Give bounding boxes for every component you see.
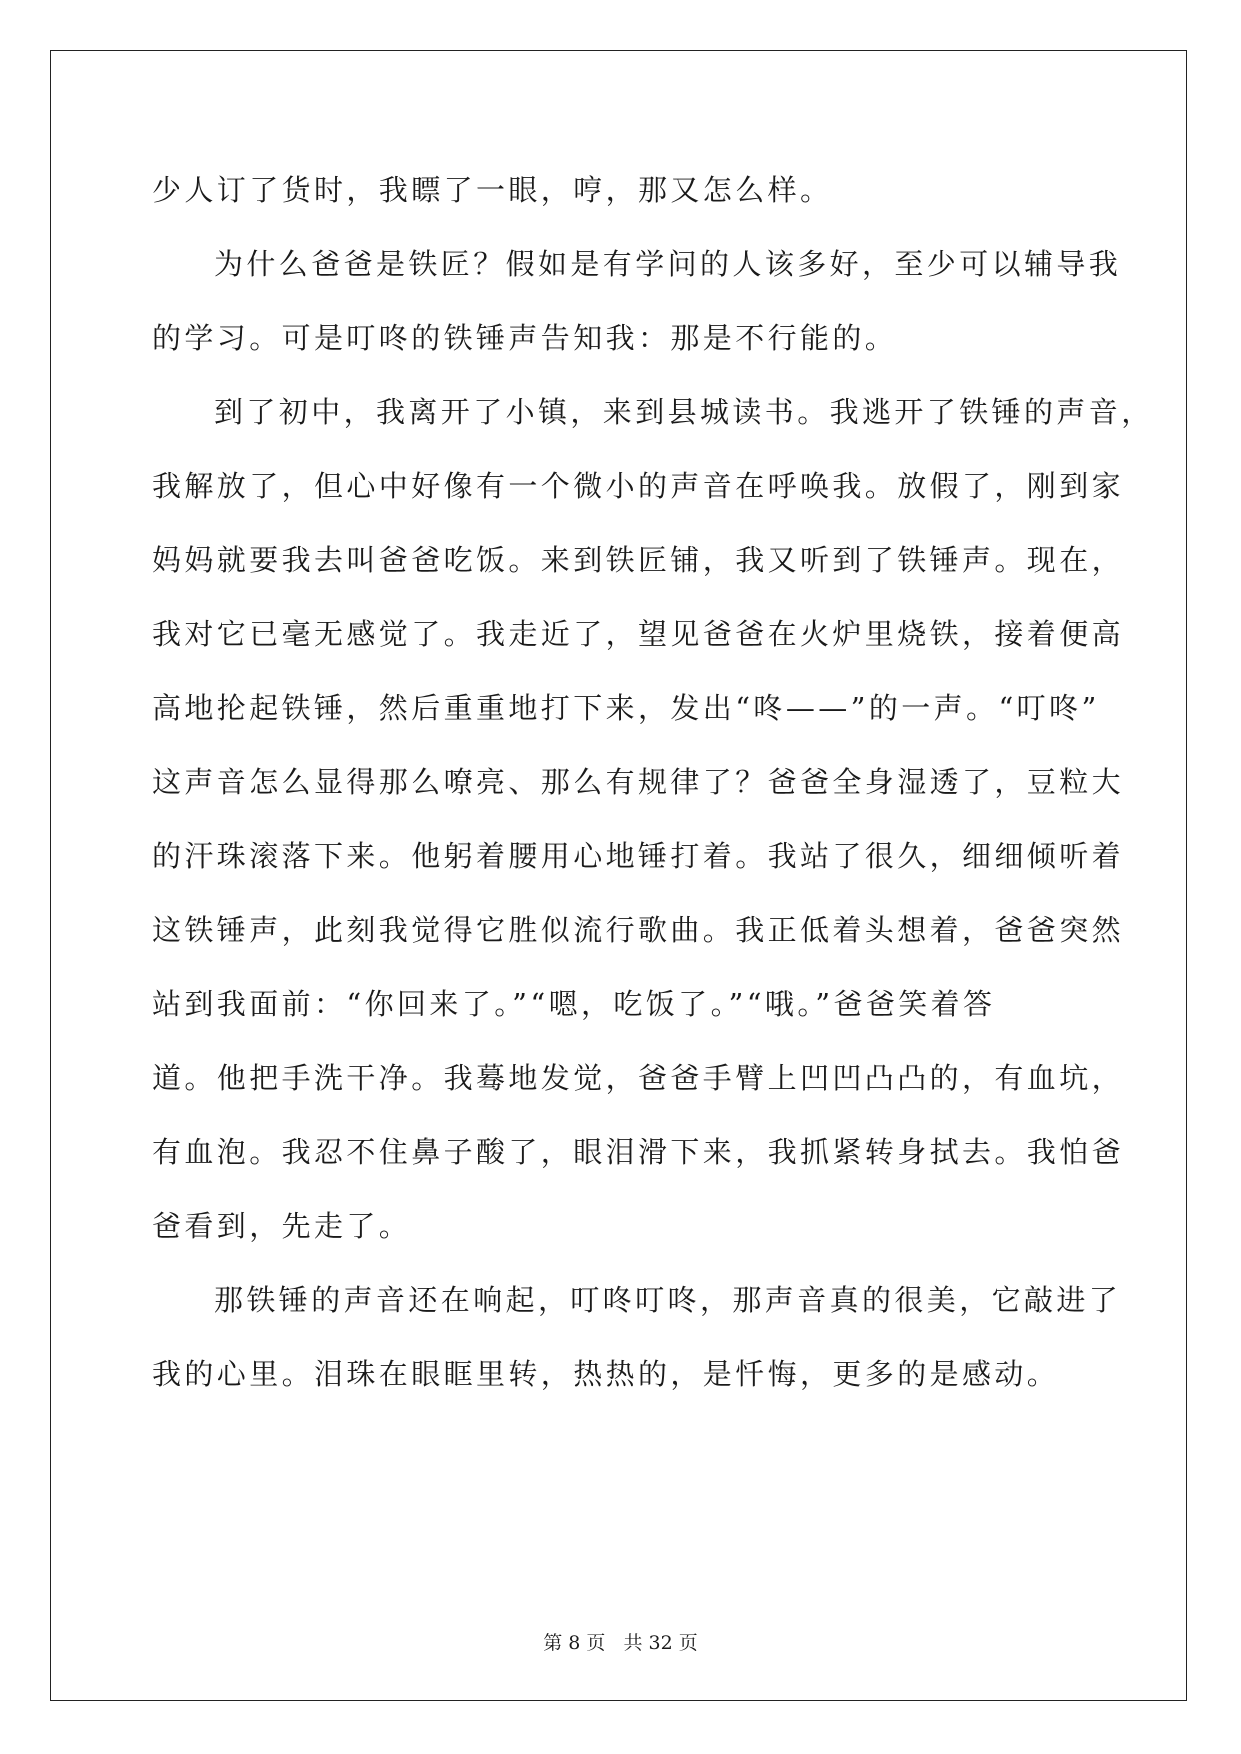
body-line: 我解放了，但心中好像有一个微小的声音在呼唤我。放假了，刚到家 [152,469,1125,503]
body-line: 的汗珠滚落下来。他躬着腰用心地锤打着。我站了很久，细细倾听着 [152,839,1125,873]
body-line: 这铁锤声，此刻我觉得它胜似流行歌曲。我正低着头想着，爸爸突然 [152,913,1125,947]
body-line: 妈妈就要我去叫爸爸吃饭。来到铁匠铺，我又听到了铁锤声。现在， [152,543,1125,577]
body-line: 少人订了货时，我瞟了一眼，哼，那又怎么样。 [152,173,833,207]
body-line: 的学习。可是叮咚的铁锤声告知我：那是不行能的。 [152,321,898,355]
page-footer [0,1628,1241,1655]
body-line: 我对它已毫无感觉了。我走近了，望见爸爸在火炉里烧铁，接着便高 [152,617,1125,651]
body-line: 站到我面前：“你回来了。”“嗯，吃饭了。”“哦。”爸爸笑着答 [152,987,996,1021]
body-line: 道。他把手洗干净。我蓦地发觉，爸爸手臂上凹凹凸凸的，有血坑， [152,1061,1125,1095]
body-line: 爸看到，先走了。 [152,1209,412,1243]
body-line: 到了初中，我离开了小镇，来到县城读书。我逃开了铁锤的声音， [214,395,1154,429]
body-line: 为什么爸爸是铁匠？假如是有学问的人该多好，至少可以辅导我 [214,247,1122,281]
body-line: 我的心里。泪珠在眼眶里转，热热的，是忏悔，更多的是感动。 [152,1357,1060,1391]
body-line: 那铁锤的声音还在响起，叮咚叮咚，那声音真的很美，它敲进了 [214,1283,1122,1317]
body-line: 高地抡起铁锤，然后重重地打下来，发出“咚——”的一声。“叮咚” [152,691,1100,725]
page-number: 第 8 页 [543,1632,606,1654]
body-line: 这声音怎么显得那么嘹亮、那么有规律了？爸爸全身湿透了，豆粒大 [152,765,1125,799]
total-pages: 共 32 页 [623,1632,698,1654]
body-line: 有血泡。我忍不住鼻子酸了，眼泪滑下来，我抓紧转身拭去。我怕爸 [152,1135,1125,1169]
